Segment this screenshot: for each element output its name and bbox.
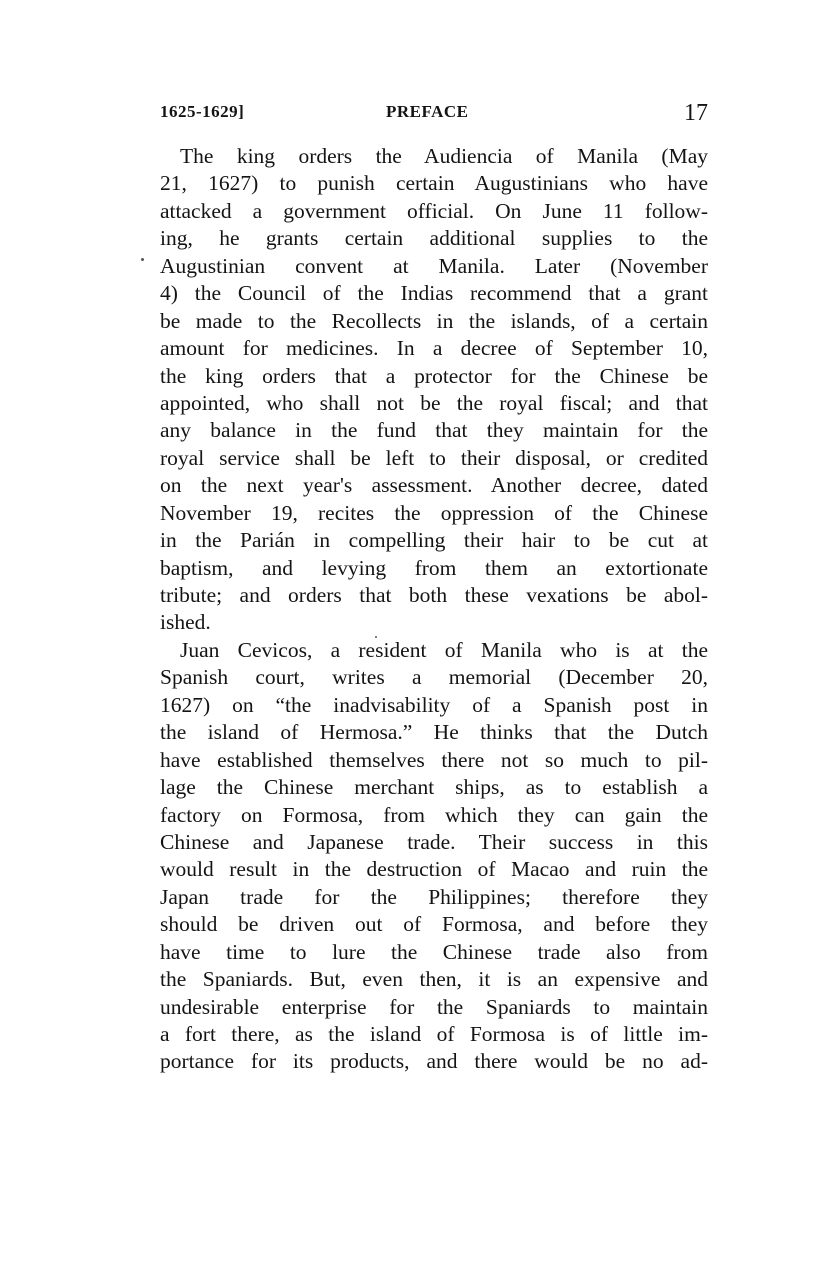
text-line: should be driven out of Formosa, and before they bbox=[160, 912, 708, 937]
page-number: 17 bbox=[684, 100, 708, 126]
scan-speck bbox=[375, 636, 377, 638]
text-line: amount for medicines. In a decree of September 10, bbox=[160, 336, 708, 361]
text-line: on the next year's assessment. Another decree, dated bbox=[160, 473, 708, 498]
text-line: ing, he grants certain additional supplies to the bbox=[160, 226, 708, 251]
paragraph-1 bbox=[160, 143, 708, 637]
text-line: 1627) on “the inadvisability of a Spanish post in bbox=[160, 692, 708, 717]
text-line: Augustinian convent at Manila. Later (November bbox=[160, 253, 708, 278]
text-line: the king orders that a protector for the Chinese be bbox=[160, 363, 708, 388]
text-line: undesirable enterprise for the Spaniards to maintain bbox=[160, 994, 708, 1019]
text-line: The king orders the Audiencia of Manila (May bbox=[180, 144, 708, 168]
text-line: Spanish court, writes a memorial (December 20, bbox=[160, 665, 708, 690]
text-line: appointed, who shall not be the royal fiscal; and that bbox=[160, 390, 708, 415]
text-line: would result in the destruction of Macao and ruin the bbox=[160, 857, 708, 882]
text-line: the Spaniards. But, even then, it is an expensive and bbox=[160, 967, 708, 992]
text-line: have time to lure the Chinese trade also from bbox=[160, 939, 708, 964]
text-line: 21, 1627) to punish certain Augustinians who have bbox=[160, 171, 708, 196]
text-line: a fort there, as the island of Formosa is of little im- bbox=[160, 1022, 708, 1046]
running-head bbox=[160, 100, 708, 128]
text-line: attacked a government official. On June 11 follow- bbox=[160, 198, 708, 223]
text-line: in the Parián in compelling their hair to be cut at bbox=[160, 528, 708, 553]
section-title-header: PREFACE bbox=[386, 102, 469, 121]
text-line: lage the Chinese merchant ships, as to establish a bbox=[160, 775, 708, 800]
text-line: portance for its products, and there would be no ad- bbox=[160, 1049, 708, 1074]
text-line: baptism, and levying from them an extortionate bbox=[160, 555, 708, 580]
text-line: the island of Hermosa.” He thinks that the Dutch bbox=[160, 720, 708, 745]
text-line: be made to the Recollects in the islands, of a certain bbox=[160, 308, 708, 333]
scan-speck bbox=[141, 258, 144, 261]
text-line: royal service shall be left to their disposal, or credited bbox=[160, 445, 708, 470]
text-line: any balance in the fund that they maintain for the bbox=[160, 418, 708, 443]
body-text bbox=[160, 143, 708, 1076]
text-line: factory on Formosa, from which they can gain the bbox=[160, 802, 708, 827]
date-range-header: 1625-1629] bbox=[160, 102, 245, 121]
text-line: Juan Cevicos, a resident of Manila who is at the bbox=[180, 637, 708, 662]
text-line: have established themselves there not so much to pil- bbox=[160, 747, 708, 772]
text-line: 4) the Council of the Indias recommend that a grant bbox=[160, 281, 708, 306]
text-line: November 19, recites the oppression of the Chinese bbox=[160, 500, 708, 525]
text-line: tribute; and orders that both these vexations be abol- bbox=[160, 583, 708, 607]
text-line: Chinese and Japanese trade. Their success in this bbox=[160, 829, 708, 854]
paragraph-2 bbox=[160, 637, 708, 1076]
text-line: ished. bbox=[160, 610, 211, 635]
text-line: Japan trade for the Philippines; therefore they bbox=[160, 884, 708, 909]
